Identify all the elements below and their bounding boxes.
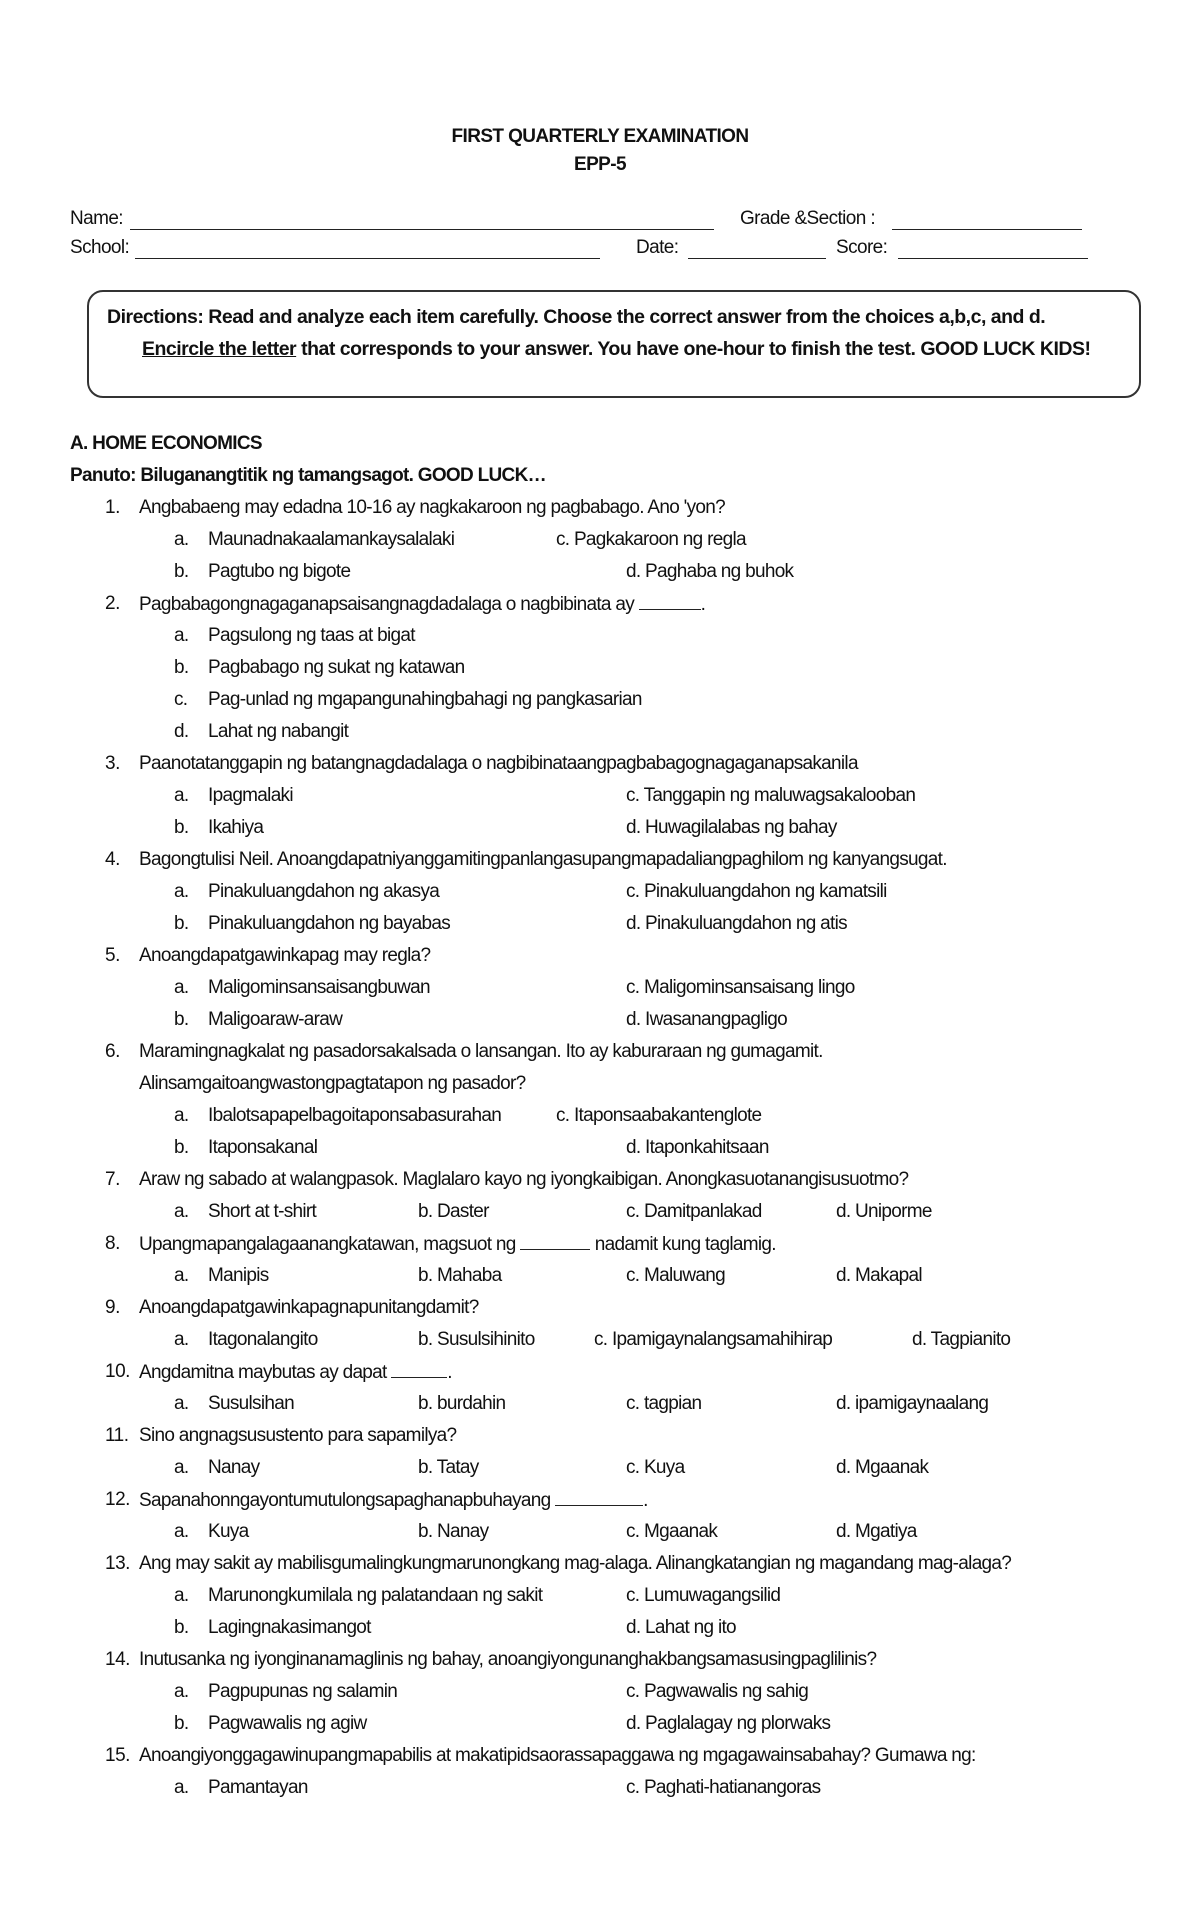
directions-line-2-rest: that corresponds to your answer. You have one-hour to finish the test. GOOD LUCK KIDS! <box>296 338 1091 360</box>
question-number: 8. <box>105 1233 120 1254</box>
question-number: 4. <box>105 849 120 870</box>
choice-text: Maunadnakaalamankaysalalaki <box>208 529 455 550</box>
grade-section-label: Grade &Section : <box>740 208 876 229</box>
choice-letter[interactable]: a. <box>174 1201 189 1222</box>
choice-text[interactable]: b. Mahaba <box>418 1265 502 1286</box>
question-number: 15. <box>105 1745 130 1766</box>
choice-text[interactable]: b. Daster <box>418 1201 489 1222</box>
directions-box <box>87 290 1141 398</box>
school-label: School: <box>70 237 130 258</box>
choice-letter[interactable]: a. <box>174 1585 189 1606</box>
choice-letter[interactable]: a. <box>174 1105 189 1126</box>
choice-text: Susulsihan <box>208 1393 294 1414</box>
question-text: Paanotatanggapin ng batangnagdadalaga o nagbibinataangpagbabagognagaganapsakanila <box>139 753 858 774</box>
choice-text: Itagonalangito <box>208 1329 318 1350</box>
choice-letter[interactable]: a. <box>174 529 189 550</box>
choice-text: Ikahiya <box>208 817 264 838</box>
question-text-part: nadamit kung taglamig. <box>594 1234 776 1255</box>
choice-text[interactable]: c. tagpian <box>626 1393 702 1414</box>
choice-text[interactable]: d. Iwasanangpagligo <box>626 1009 788 1030</box>
choice-text: Itaponsakanal <box>208 1137 318 1158</box>
question-number: 6. <box>105 1041 120 1062</box>
choice-text[interactable]: c. Maligominsansaisang lingo <box>626 977 855 998</box>
panuto-instruction: Panuto: Biluganangtitik ng tamangsagot. GOOD LUCK… <box>70 465 546 486</box>
question-text: Anoangdapatgawinkapagnapunitangdamit? <box>139 1297 479 1318</box>
choice-text[interactable]: c. Ipamigaynalangsamahihirap <box>594 1329 833 1350</box>
question-text-continued: Alinsamgaitoangwastongpagtatapon ng pasador? <box>139 1073 526 1094</box>
choice-text: Ibalotsapapelbagoitaponsabasurahan <box>208 1105 502 1126</box>
choice-letter[interactable]: a. <box>174 1521 189 1542</box>
score-field[interactable] <box>898 258 1088 259</box>
choice-text[interactable]: c. Mgaanak <box>626 1521 718 1542</box>
choice-text[interactable]: b. Tatay <box>418 1457 479 1478</box>
choice-text: Pinakuluangdahon ng akasya <box>208 881 440 902</box>
exam-title: FIRST QUARTERLY EXAMINATION <box>451 126 749 147</box>
choice-text[interactable]: c. Tanggapin ng maluwagsakalooban <box>626 785 916 806</box>
choice-text[interactable]: d. Itaponkahitsaan <box>626 1137 769 1158</box>
question-text <box>139 1489 648 1512</box>
question-number: 11. <box>105 1425 129 1446</box>
choice-text: Lahat ng nabangit <box>208 721 349 742</box>
choice-text: Pag-unlad ng mgapangunahingbahagi ng pangkasarian <box>208 689 642 710</box>
question-text <box>139 1233 776 1256</box>
question-number: 10. <box>105 1361 130 1382</box>
choice-letter[interactable]: a. <box>174 881 189 902</box>
answer-blank <box>391 1361 447 1378</box>
choice-text[interactable]: d. Paglalagay ng plorwaks <box>626 1713 831 1734</box>
exam-subject: EPP-5 <box>574 154 626 175</box>
question-text-part: Upangmapangalagaanangkatawan, magsuot ng <box>139 1234 516 1255</box>
question-text <box>139 593 705 616</box>
question-text: Sino angnagsusustento para sapamilya? <box>139 1425 457 1446</box>
choice-text[interactable]: d. Tagpianito <box>912 1329 1011 1350</box>
choice-text[interactable]: d. Pinakuluangdahon ng atis <box>626 913 847 934</box>
question-text: Araw ng sabado at walangpasok. Maglalaro kayo ng iyongkaibigan. Anongkasuotanangisusuotmo? <box>139 1169 909 1190</box>
choice-letter[interactable]: b. <box>174 913 189 934</box>
choice-text[interactable]: b. Nanay <box>418 1521 489 1542</box>
question-text: Anoangiyonggagawinupangmapabilis at makatipidsaorassapaggawa ng mgagawainsabahay? Gumawa ng: <box>139 1745 976 1766</box>
school-field[interactable] <box>135 258 600 259</box>
choice-text: Pagsulong ng taas at bigat <box>208 625 415 646</box>
choice-text: Pamantayan <box>208 1777 308 1798</box>
question-number: 12. <box>105 1489 130 1510</box>
choice-letter[interactable]: b. <box>174 1137 189 1158</box>
choice-text: Pagwawalis ng agiw <box>208 1713 367 1734</box>
choice-text: Kuya <box>208 1521 249 1542</box>
question-number: 14. <box>105 1649 130 1670</box>
choice-letter[interactable]: b. <box>174 657 189 678</box>
choice-text[interactable]: c. Paghati-hatianangoras <box>626 1777 821 1798</box>
score-label: Score: <box>836 237 888 258</box>
choice-text: Maligoaraw-araw <box>208 1009 343 1030</box>
choice-text[interactable]: c. Itaponsaabakantenglote <box>556 1105 762 1126</box>
choice-text[interactable]: b. Susulsihinito <box>418 1329 535 1350</box>
choice-letter[interactable]: a. <box>174 785 189 806</box>
choice-text: Marunongkumilala ng palatandaan ng sakit <box>208 1585 543 1606</box>
name-field[interactable] <box>130 229 714 230</box>
answer-blank <box>639 593 701 610</box>
choice-text[interactable]: c. Lumuwagangsilid <box>626 1585 781 1606</box>
choice-text[interactable]: d. Uniporme <box>836 1201 932 1222</box>
choice-letter[interactable]: a. <box>174 1393 189 1414</box>
choice-letter[interactable]: b. <box>174 561 189 582</box>
directions-line-1: Directions: Read and analyze each item carefully. Choose the correct answer from the choices a,b,c, and d. <box>107 306 1046 328</box>
question-number: 5. <box>105 945 120 966</box>
choice-text: Pagtubo ng bigote <box>208 561 351 582</box>
question-text-part: . <box>447 1362 452 1383</box>
choice-text[interactable]: d. Mgatiya <box>836 1521 917 1542</box>
choice-letter[interactable]: a. <box>174 625 189 646</box>
choice-text[interactable]: c. Pagwawalis ng sahig <box>626 1681 809 1702</box>
answer-blank <box>520 1233 590 1250</box>
choice-letter[interactable]: d. <box>174 721 189 742</box>
grade-section-field[interactable] <box>892 229 1082 230</box>
choice-text[interactable]: d. Paghaba ng buhok <box>626 561 794 582</box>
choice-letter[interactable]: b. <box>174 1009 189 1030</box>
question-text: Anoangdapatgawinkapag may regla? <box>139 945 431 966</box>
encircle-instruction: Encircle the letter <box>142 338 297 360</box>
choice-letter[interactable]: b. <box>174 1617 189 1638</box>
choice-text: Manipis <box>208 1265 269 1286</box>
section-heading: A. HOME ECONOMICS <box>70 433 262 454</box>
choice-text[interactable]: d. Mgaanak <box>836 1457 929 1478</box>
choice-text: Ipagmalaki <box>208 785 293 806</box>
choice-text: Short at t-shirt <box>208 1201 317 1222</box>
choice-letter[interactable]: a. <box>174 1329 189 1350</box>
choice-letter[interactable]: b. <box>174 817 189 838</box>
question-text-part: Pagbabagongnagaganapsaisangnagdadalaga o nagbibinata ay <box>139 594 635 615</box>
question-text: Maramingnagkalat ng pasadorsakalsada o lansangan. Ito ay kaburaraan ng gumagamit. <box>139 1041 823 1062</box>
question-text <box>139 1361 452 1384</box>
choice-text: Pinakuluangdahon ng bayabas <box>208 913 451 934</box>
choice-text[interactable]: d. Huwagilalabas ng bahay <box>626 817 837 838</box>
directions-line-2 <box>142 338 1091 361</box>
question-text: Inutusanka ng iyonginanamaglinis ng bahay, anoangiyongunanghakbangsamasusingpaglilinis? <box>139 1649 877 1670</box>
choice-text[interactable]: b. burdahin <box>418 1393 506 1414</box>
question-text-part: Angdamitna maybutas ay dapat <box>139 1362 387 1383</box>
choice-text: Maligominsansaisangbuwan <box>208 977 430 998</box>
choice-text[interactable]: d. ipamigaynaalang <box>836 1393 989 1414</box>
question-text: Ang may sakit ay mabilisgumalingkungmarunongkang mag-alaga. Alinangkatangian ng magandang mag-alaga? <box>139 1553 1012 1574</box>
question-text-part: Sapanahonngayontumutulongsapaghanapbuhayang <box>139 1490 551 1511</box>
choice-letter[interactable]: a. <box>174 1777 189 1798</box>
choice-letter[interactable]: a. <box>174 1457 189 1478</box>
name-label: Name: <box>70 208 123 229</box>
choice-text[interactable]: c. Damitpanlakad <box>626 1201 762 1222</box>
question-number: 1. <box>105 497 120 518</box>
question-text-part: . <box>643 1490 648 1511</box>
choice-text[interactable]: c. Kuya <box>626 1457 685 1478</box>
choice-text: Pagbabago ng sukat ng katawan <box>208 657 465 678</box>
answer-blank <box>555 1489 643 1506</box>
choice-letter[interactable]: a. <box>174 1265 189 1286</box>
choice-letter[interactable]: a. <box>174 1681 189 1702</box>
date-label: Date: <box>636 237 679 258</box>
choice-text[interactable]: c. Maluwang <box>626 1265 725 1286</box>
choice-text: Lagingnakasimangot <box>208 1617 371 1638</box>
question-text: Bagongtulisi Neil. Anoangdapatniyanggamitingpanlangasupangmapadaliangpaghilom ng kanyangsugat. <box>139 849 947 870</box>
question-number: 7. <box>105 1169 120 1190</box>
question-number: 3. <box>105 753 120 774</box>
choice-text: Nanay <box>208 1457 260 1478</box>
choice-letter[interactable]: a. <box>174 977 189 998</box>
choice-letter[interactable]: b. <box>174 1713 189 1734</box>
date-field[interactable] <box>688 258 826 259</box>
question-number: 9. <box>105 1297 120 1318</box>
choice-text[interactable]: c. Pinakuluangdahon ng kamatsili <box>626 881 887 902</box>
choice-text[interactable]: d. Lahat ng ito <box>626 1617 736 1638</box>
question-text: Angbabaeng may edadna 10-16 ay nagkakaroon ng pagbabago. Ano 'yon? <box>139 497 726 518</box>
question-number: 13. <box>105 1553 130 1574</box>
question-text-part: . <box>700 594 706 615</box>
choice-text[interactable]: d. Makapal <box>836 1265 922 1286</box>
choice-text: Pagpupunas ng salamin <box>208 1681 398 1702</box>
choice-letter[interactable]: c. <box>174 689 188 710</box>
choice-text[interactable]: c. Pagkakaroon ng regla <box>556 529 746 550</box>
question-number: 2. <box>105 593 120 614</box>
